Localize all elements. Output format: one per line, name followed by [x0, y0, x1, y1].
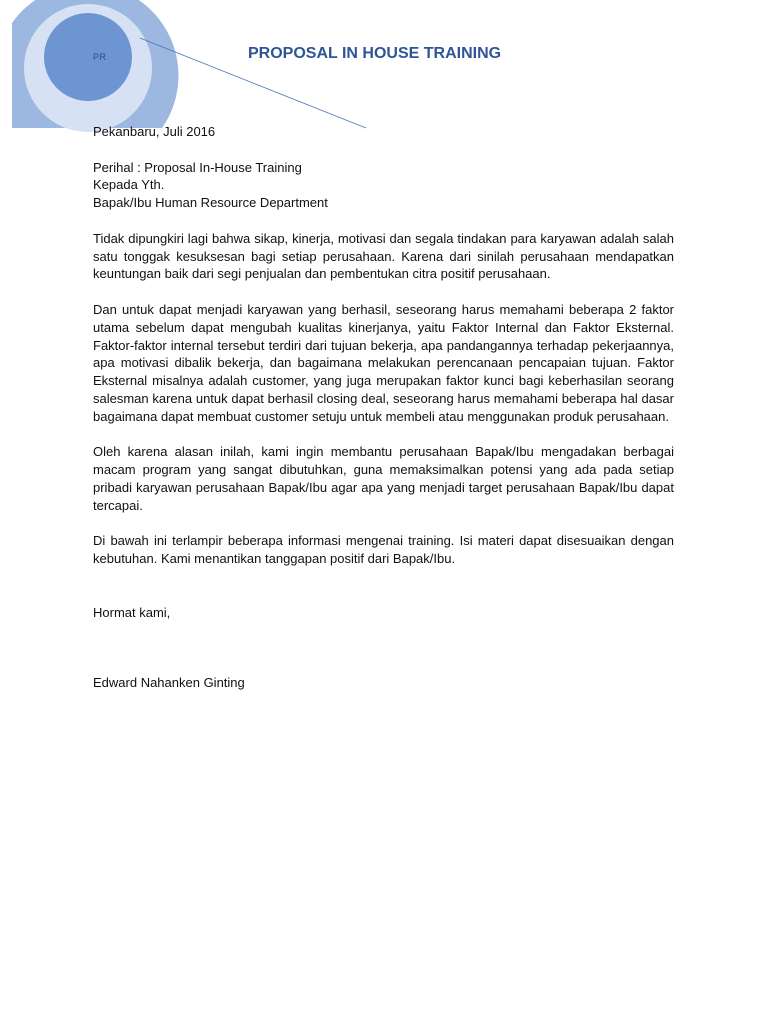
logo-text: PR — [93, 52, 107, 62]
closing-salutation: Hormat kami, — [93, 604, 171, 620]
paragraph: Oleh karena alasan inilah, kami ingin membantu perusahaan Bapak/Ibu mengadakan berbagai macam program yang sangat dibutuhkan, guna memaksimalkan potensi yang ada pada setiap pribadi karyawan perusahaan Bapak/Ibu agar apa yang menjadi target perusahaan Bapak/Ibu dapat tercapai. — [93, 444, 674, 513]
signature-name: Edward Nahanken Ginting — [93, 675, 245, 691]
letter-body — [93, 123, 674, 692]
recipient-label: Kepada Yth. — [93, 177, 165, 193]
decoration-inner-circle — [44, 13, 132, 101]
paragraph: Di bawah ini terlampir beberapa informasi mengenai training. Isi materi dapat disesuaikan dengan kebutuhan. Kami menantikan tanggapan positif dari Bapak/Ibu. — [93, 533, 674, 567]
page-title: PROPOSAL IN HOUSE TRAINING — [248, 45, 502, 62]
header-decoration — [0, 0, 380, 140]
subject-line: Perihal : Proposal In-House Training — [93, 159, 302, 175]
place-date: Pekanbaru, Juli 2016 — [93, 124, 216, 139]
paragraph: Dan untuk dapat menjadi karyawan yang berhasil, seseorang harus memahami beberapa 2 faktor utama sebelum dapat mengubah kualitas kinerjanya, yaitu Faktor Internal dan Faktor Eksternal. Faktor-faktor internal tersebut terdiri dari tujuan bekerja, apa pandangannya terhadap pekerjaannya, apa motivasi dibalik bekerja, dan bagaimana melakukan perencanaan pencapaian tujuan. Faktor Eksternal misalnya adalah customer, yang juga merupakan faktor kunci bagi keberhasilan seorang salesman karena untuk dapat berhasil closing deal, seseorang harus memahami beberapa hal dasar bagaimana dapat membuat customer setuju untuk membeli atau menggunakan produk perusahaan. — [93, 301, 674, 424]
recipient-name: Bapak/Ibu Human Resource Department — [93, 195, 328, 211]
paragraph: Tidak dipungkiri lagi bahwa sikap, kinerja, motivasi dan segala tindakan para karyawan adalah salah satu tonggak kesuksesan bagi setiap perusahaan. Karena dari sinilah perusahaan mendapatkan keuntungan baik dari segi penjualan dan pembentukan citra positif perusahaan. — [93, 230, 674, 282]
